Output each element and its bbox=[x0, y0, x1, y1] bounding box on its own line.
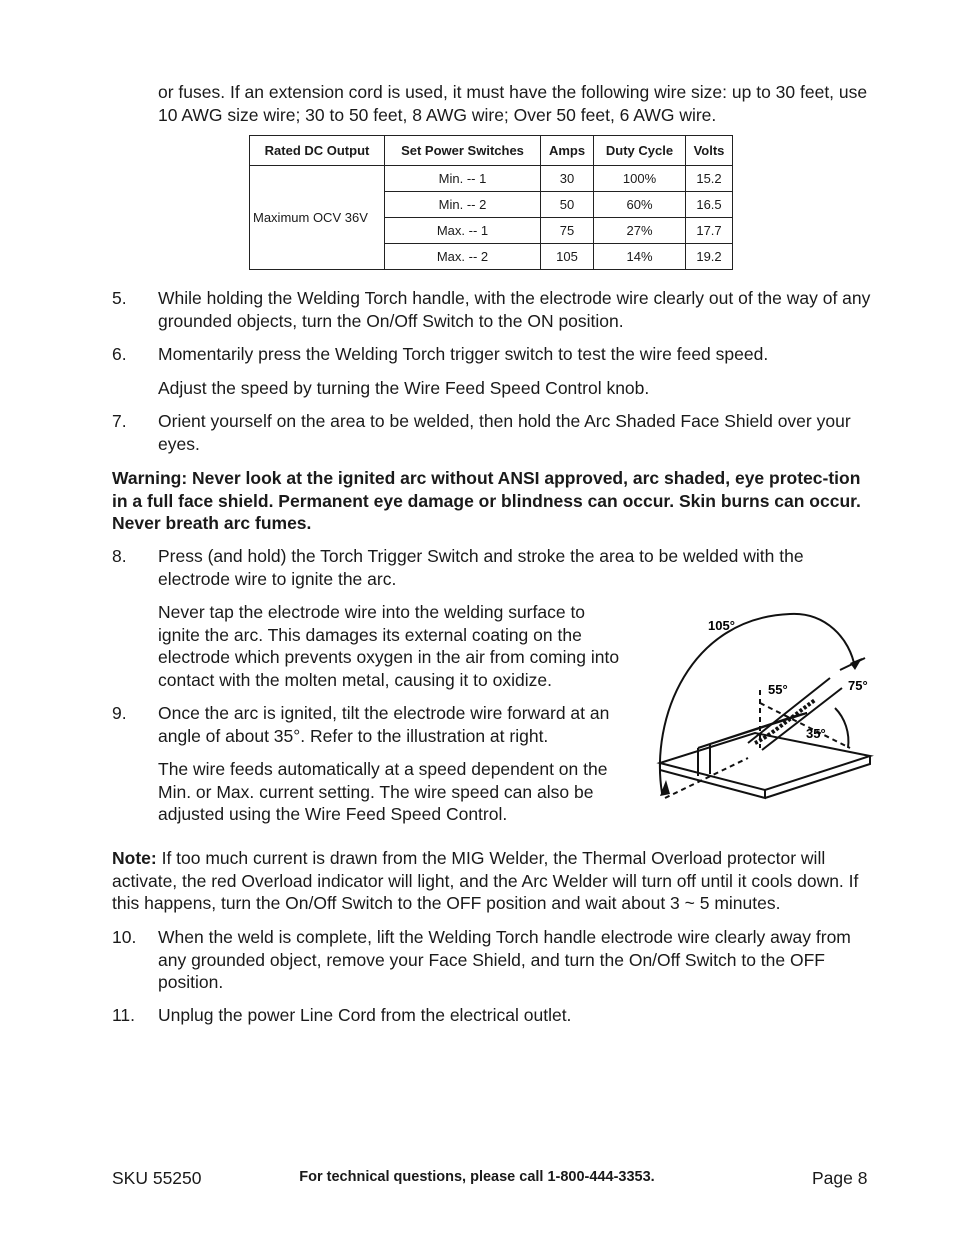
arc-35 bbox=[835, 708, 848, 748]
footer-sku: SKU 55250 bbox=[112, 1168, 202, 1188]
step-10-text: When the weld is complete, lift the Welding Torch handle electrode wire clearly away from any grounded object, remove your Face Shield, and turn the On/Off Switch to the OFF position. bbox=[158, 927, 851, 992]
step-11-text: Unplug the power Line Cord from the electrical outlet. bbox=[158, 1005, 572, 1025]
note-label: Note: bbox=[112, 848, 157, 868]
footer-phone: For technical questions, please call 1-800-444-3353. bbox=[299, 1169, 655, 1185]
header-rated-dc-output: Rated DC Output bbox=[250, 136, 385, 166]
step-10-number: 10. bbox=[112, 927, 137, 947]
angle-label-105: 105° bbox=[708, 618, 735, 633]
step-9-text: Once the arc is ignited, tilt the electrode wire forward at an angle of about 35°. Refer to the illustration at right. bbox=[158, 703, 610, 746]
table-cell: 75 bbox=[541, 218, 594, 244]
table-cell: 27% bbox=[594, 218, 686, 244]
warning-paragraph: Warning: Never look at the ignited arc without ANSI approved, arc shaded, eye protec-tion in a full face shield. Permanent eye damage or blindness can occur. Skin burns can occur. Never breath arc fumes. bbox=[112, 468, 861, 533]
header-duty-cycle: Duty Cycle bbox=[594, 136, 686, 166]
vertical-plate bbox=[698, 713, 807, 776]
step-9-number: 9. bbox=[112, 703, 127, 723]
table-cell: 17.7 bbox=[686, 218, 733, 244]
table-cell: 16.5 bbox=[686, 192, 733, 218]
header-volts: Volts bbox=[686, 136, 733, 166]
torch-body bbox=[748, 678, 842, 750]
table-cell: 14% bbox=[594, 244, 686, 270]
table-cell: 60% bbox=[594, 192, 686, 218]
step-8-text: Press (and hold) the Torch Trigger Switch and stroke the area to be welded with the electrode wire to ignite the arc. bbox=[158, 546, 804, 589]
step-8-number: 8. bbox=[112, 546, 127, 566]
table-cell: 19.2 bbox=[686, 244, 733, 270]
footer-page-number: Page 8 bbox=[812, 1168, 868, 1188]
angle-label-55: 55° bbox=[768, 682, 788, 697]
table-cell: Max. -- 1 bbox=[385, 218, 541, 244]
intro-paragraph: or fuses. If an extension cord is used, it must have the following wire size: up to 30 feet, use 10 AWG size wire; 30 to 50 feet, 8 AWG wire; Over 50 feet, 6 AWG wire. bbox=[158, 82, 868, 125]
welding-angle-illustration bbox=[650, 608, 880, 808]
dashed-line-left bbox=[665, 758, 748, 798]
step-9-detail: The wire feeds automatically at a speed dependent on the Min. or Max. current setting. The wire speed can also be adjusted using the Wire Feed Speed Control. bbox=[158, 759, 608, 824]
step-8-detail: Never tap the electrode wire into the welding surface to ignite the arc. This damages its external coating on the electrode which prevents oxygen in the air from coming into contact with the molten metal, causing it to oxidize. bbox=[158, 602, 620, 690]
step-5-text: While holding the Welding Torch handle, with the electrode wire clearly out of the way of any grounded objects, turn the On/Off Switch to the ON position. bbox=[158, 288, 871, 331]
angle-label-75: 75° bbox=[848, 678, 868, 693]
step-6-detail: Adjust the speed by turning the Wire Feed Speed Control knob. bbox=[158, 378, 650, 398]
table-header-row bbox=[250, 136, 733, 166]
table-cell: 105 bbox=[541, 244, 594, 270]
arc-105 bbox=[660, 614, 855, 793]
base-plate-outline bbox=[660, 733, 870, 790]
spec-table bbox=[249, 135, 733, 270]
step-5-number: 5. bbox=[112, 288, 127, 308]
note-text: If too much current is drawn from the MIG Welder, the Thermal Overload protector will activate, the red Overload indicator will light, and the Arc Welder will turn off until it cools down. If this happens, turn the On/Off Switch to the OFF position and wait about 3 ~ 5 minutes. bbox=[112, 848, 859, 913]
table-cell: 100% bbox=[594, 166, 686, 192]
step-6-text: Momentarily press the Welding Torch trigger switch to test the wire feed speed. bbox=[158, 344, 769, 364]
step-6-number: 6. bbox=[112, 344, 127, 364]
angle-label-35: 35° bbox=[806, 726, 826, 741]
table-cell: 15.2 bbox=[686, 166, 733, 192]
step-7-text: Orient yourself on the area to be welded, then hold the Arc Shaded Face Shield over your eyes. bbox=[158, 411, 851, 454]
table-cell: Max. -- 2 bbox=[385, 244, 541, 270]
table-cell: Min. -- 2 bbox=[385, 192, 541, 218]
table-row bbox=[250, 166, 733, 192]
table-cell: Min. -- 1 bbox=[385, 166, 541, 192]
table-cell: 50 bbox=[541, 192, 594, 218]
header-amps: Amps bbox=[541, 136, 594, 166]
header-set-power-switches: Set Power Switches bbox=[385, 136, 541, 166]
arrow-head-right bbox=[850, 658, 862, 670]
base-plate-side bbox=[765, 756, 870, 798]
table-cell: 30 bbox=[541, 166, 594, 192]
merged-output-cell: Maximum OCV 36V bbox=[250, 166, 385, 270]
note-paragraph bbox=[112, 847, 874, 915]
step-11-number: 11. bbox=[112, 1005, 136, 1025]
step-7-number: 7. bbox=[112, 411, 127, 431]
